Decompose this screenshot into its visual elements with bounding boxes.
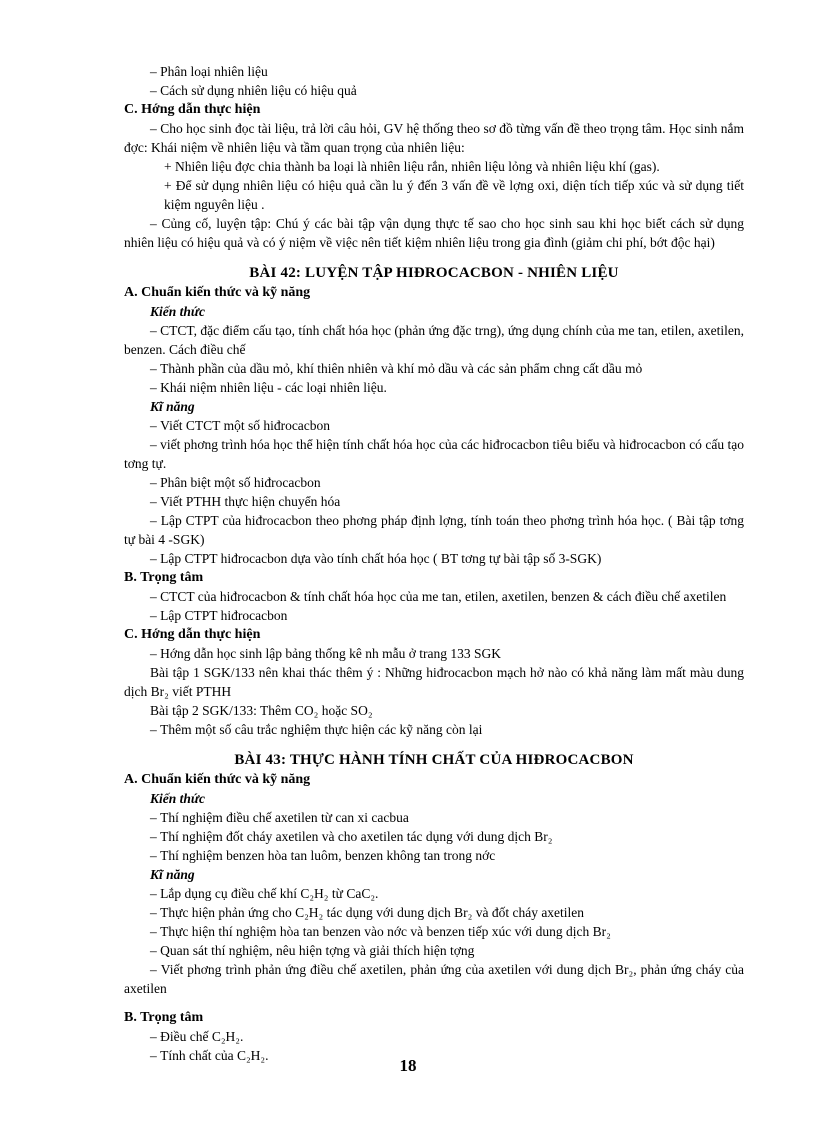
text-line: – Cách sử dụng nhiên liệu có hiệu quả: [124, 81, 744, 100]
subheading: Kiến thức: [150, 304, 205, 319]
text-line: – Lập CTPT hiđrocacbon: [124, 606, 744, 625]
section-heading: C. Hớng dẫn thực hiện: [124, 102, 261, 117]
subheading: Kĩ năng: [150, 399, 195, 414]
lesson-title: BÀI 42: LUYỆN TẬP HIĐROCACBON - NHIÊN LIỆU: [249, 265, 619, 281]
section-heading: B. Trọng tâm: [124, 1010, 204, 1025]
lesson-title: BÀI 43: THỰC HÀNH TÍNH CHẤT CỦA HIĐROCACBON: [234, 752, 634, 768]
paragraph: – CTCT, đặc điểm cấu tạo, tính chất hóa học (phản ứng đặc trng), ứng dụng chính của me tan, etilen, axetilen, benzen. Cách điều chế: [124, 321, 744, 359]
text-line: – Điều chế C₂H₂.: [124, 1027, 744, 1046]
subheading: Kĩ năng: [150, 867, 195, 882]
text-line: – Tính chất của C₂H₂.: [124, 1046, 744, 1065]
text-line: – Lập CTPT hiđrocacbon dựa vào tính chất hóa học ( BT tơng tự bài tập số 3-SGK): [124, 549, 744, 568]
text-line: – Phân biệt một số hiđrocacbon: [124, 473, 744, 492]
paragraph: + Nhiên liệu đợc chia thành ba loại là nhiên liệu rắn, nhiên liệu lỏng và nhiên liệu khí (gas).: [164, 159, 660, 174]
text-line: – Quan sát thí nghiệm, nêu hiện tợng và giải thích hiện tợng: [124, 941, 744, 960]
text-line: Bài tập 2 SGK/133: Thêm CO₂ hoặc SO₂: [150, 703, 373, 718]
page-number: 18: [399, 1056, 417, 1075]
text-line: – Thực hiện thí nghiệm hòa tan benzen vào nớc và benzen tiếp xúc với dung dịch Br₂: [124, 922, 744, 941]
paragraph: – Thành phần của dầu mỏ, khí thiên nhiên và khí mỏ dầu và các sản phẩm chng cất dầu mỏ: [124, 359, 744, 378]
text-line: – Phân loại nhiên liệu: [124, 62, 744, 81]
subheading: Kiến thức: [150, 791, 205, 806]
text-line: – Viết CTCT một số hiđrocacbon: [124, 416, 744, 435]
text-line: – Thí nghiệm benzen hòa tan luôm, benzen không tan trong nớc: [124, 846, 744, 865]
section-heading: B. Trọng tâm: [124, 570, 204, 585]
text-line: – Thí nghiệm đốt cháy axetilen và cho axetilen tác dụng với dung dịch Br₂: [124, 827, 744, 846]
paragraph: – Cho học sinh đọc tài liệu, trả lời câu hỏi, GV hệ thống theo sơ đồ từng vấn đề theo trọng tâm. Học sinh nắm đợc: Khái niệm về nhiên liệu và tầm quan trọng của nhiên liệu:: [124, 119, 744, 157]
text-line: – Thí nghiệm điều chế axetilen từ can xi cacbua: [124, 808, 744, 827]
text-line: – Viết PTHH thực hiện chuyển hóa: [124, 492, 744, 511]
section-heading: A. Chuẩn kiến thức và kỹ năng: [124, 772, 311, 787]
document-page: [124, 62, 744, 1065]
text-line: – Lắp dụng cụ điều chế khí C₂H₂ từ CaC₂.: [124, 884, 744, 903]
text-line: – Thêm một số câu trắc nghiệm thực hiện các kỹ năng còn lại: [124, 720, 744, 739]
paragraph: – Lập CTPT của hiđrocacbon theo phơng pháp định lợng, tính toán theo phơng trình hóa học. ( Bài tập tơng tự bài 4 -SGK): [124, 511, 744, 549]
paragraph: – CTCT của hiđrocacbon & tính chất hóa học của me tan, etilen, axetilen, benzen & cách điều chế axetilen: [124, 587, 744, 606]
section-heading: C. Hớng dẫn thực hiện: [124, 627, 261, 642]
text-line: – Hớng dẫn học sinh lập bảng thống kê nh mẫu ở trang 133 SGK: [124, 644, 744, 663]
paragraph: – Củng cố, luyện tập: Chú ý các bài tập vận dụng thực tế sao cho học sinh sau khi học biết cách sử dụng nhiên liệu có hiệu quả và có ý niệm về việc nên tiết kiệm nhiên liệu trong gia đình (giảm chi phí, bớt độc hại): [124, 214, 744, 252]
section-heading: A. Chuẩn kiến thức và kỹ năng: [124, 285, 311, 300]
paragraph: – Viết phơng trình phản ứng điều chế axetilen, phản ứng của axetilen với dung dịch Br₂, phản ứng cháy của axetilen: [124, 960, 744, 998]
paragraph: + Để sử dụng nhiên liệu có hiệu quả cần lu ý đến 3 vấn đề về lợng oxi, diện tích tiếp xúc và sử dụng tiết kiệm nguyên liệu .: [164, 178, 744, 212]
paragraph: Bài tập 1 SGK/133 nên khai thác thêm ý : Những hiđrocacbon mạch hở nào có khả năng làm mất màu dung dịch Br₂ viết PTHH: [124, 665, 744, 699]
text-line: – Thực hiện phản ứng cho C₂H₂ tác dụng với dung dịch Br₂ và đốt cháy axetilen: [124, 903, 744, 922]
paragraph: – viết phơng trình hóa học thể hiện tính chất hóa học của các hiđrocacbon tiêu biểu và hiđrocacbon có cấu tạo tơng tự.: [124, 435, 744, 473]
text-line: – Khái niệm nhiên liệu - các loại nhiên liệu.: [124, 378, 744, 397]
